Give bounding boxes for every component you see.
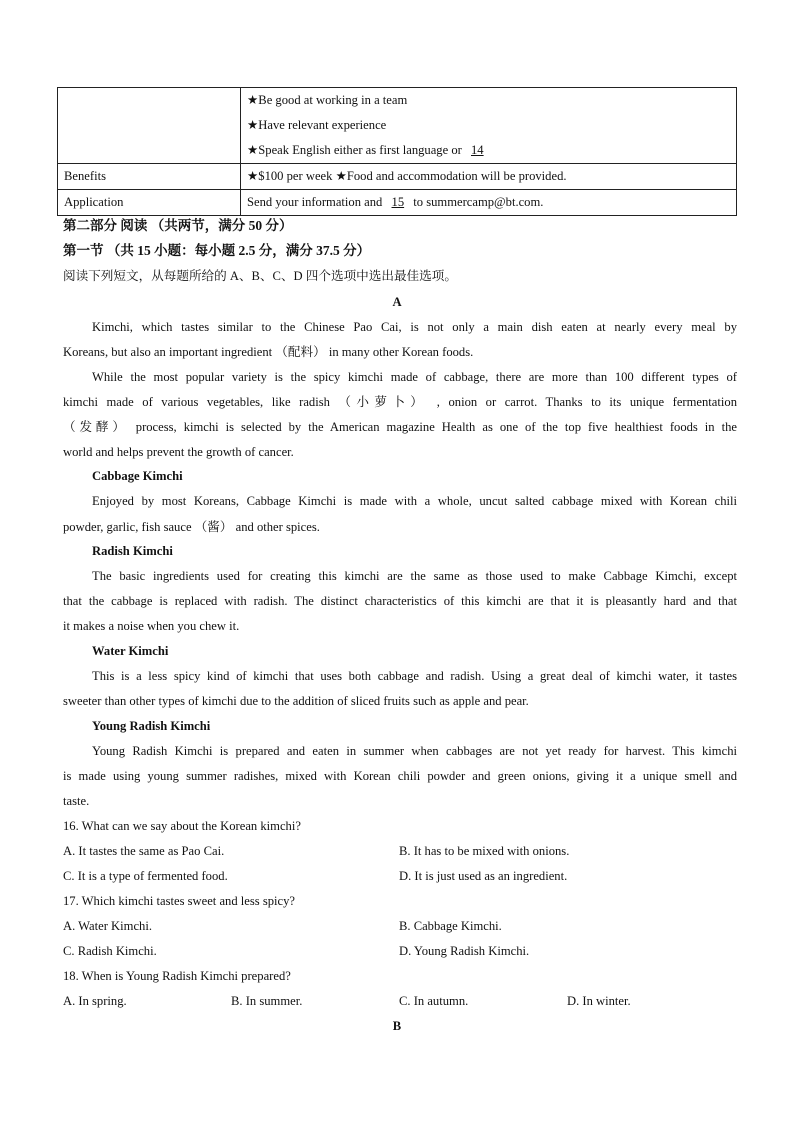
paragraph-1-line-1: Kimchi, which tastes similar to the Chinese Pao Cai, is not only a main dish eaten at nearly every meal by	[92, 320, 737, 334]
paragraph-5-line-1: This is a less spicy kind of kimchi that uses both cabbage and radish. Using a great deal of kimchi water, it tastes	[92, 669, 737, 683]
requirement-2: ★Have relevant experience	[247, 118, 387, 132]
heading-water-kimchi: Water Kimchi	[92, 644, 169, 658]
paragraph-2-line-2: kimchi made of various vegetables, like radish （小萝卜） , onion or carrot. Thanks to its unique fermentation	[63, 395, 737, 409]
paragraph-5-line-2: sweeter than other types of kimchi due to the addition of sliced fruits such as apple and pear.	[63, 694, 529, 708]
paragraph-4-line-3: it makes a noise when you chew it.	[63, 619, 240, 633]
passage-letter-b: B	[392, 1019, 402, 1033]
heading-radish-kimchi: Radish Kimchi	[92, 544, 173, 558]
requirement-3-text: ★Speak English either as first language or	[247, 143, 462, 157]
blank-15: 15	[391, 195, 405, 209]
q17-option-b: B. Cabbage Kimchi.	[399, 919, 502, 933]
q17-option-a: A. Water Kimchi.	[63, 919, 152, 933]
heading-cabbage-kimchi: Cabbage Kimchi	[92, 469, 183, 483]
blank-14: 14	[471, 143, 484, 157]
application-post: to summercamp@bt.com.	[413, 195, 544, 209]
passage-letter-a: A	[392, 295, 402, 309]
requirements-cell	[241, 88, 737, 164]
q18-option-d: D. In winter.	[567, 994, 631, 1008]
instruction: 阅读下列短文，从每题所给的 A、B、C、D 四个选项中选出最佳选项。	[63, 269, 457, 283]
table-row	[58, 164, 737, 190]
paragraph-2-line-3: （发酵） process, kimchi is selected by the American magazine Health as one of the top five healthiest foods in the	[63, 420, 737, 434]
paragraph-4-line-1: The basic ingredients used for creating this kimchi are the same as those used to make Cabbage Kimchi, except	[92, 569, 737, 583]
q17-option-c: C. Radish Kimchi.	[63, 944, 157, 958]
table-row	[58, 88, 737, 164]
benefits-text: ★$100 per week ★Food and accommodation will be provided.	[241, 164, 737, 190]
table-row	[58, 190, 737, 216]
requirement-1: ★Be good at working in a team	[247, 93, 408, 107]
requirement-3	[247, 138, 730, 163]
q18-option-b: B. In summer.	[231, 994, 303, 1008]
question-18: 18. When is Young Radish Kimchi prepared?	[63, 969, 291, 983]
paragraph-2-line-1: While the most popular variety is the spicy kimchi made of cabbage, there are more than 100 different types of	[92, 370, 737, 384]
paragraph-1-line-2: Koreans, but also an important ingredient （配料） in many other Korean foods.	[63, 345, 474, 359]
job-info-table	[57, 87, 737, 216]
q18-option-a: A. In spring.	[63, 994, 127, 1008]
q16-option-a: A. It tastes the same as Pao Cai.	[63, 844, 225, 858]
table-cell-empty	[58, 88, 241, 164]
paragraph-6-line-2: is made using young summer radishes, mixed with Korean chili powder and green onions, giving it a unique smell and	[63, 769, 737, 783]
application-cell	[241, 190, 737, 216]
paragraph-4-line-2: that the cabbage is replaced with radish. The distinct characteristics of this kimchi are that it is pleasantly hard and that	[63, 594, 737, 608]
paragraph-6-line-3: taste.	[63, 794, 90, 808]
q16-option-d: D. It is just used as an ingredient.	[399, 869, 568, 883]
paragraph-2-line-4: world and helps prevent the growth of cancer.	[63, 445, 294, 459]
paragraph-3-line-1: Enjoyed by most Koreans, Cabbage Kimchi is made with a whole, uncut salted cabbage mixed with Korean chili	[92, 494, 737, 508]
section-subtitle: 第一节 （共 15 小题：每小题 2.5 分，满分 37.5 分）	[63, 243, 371, 258]
question-16: 16. What can we say about the Korean kimchi?	[63, 819, 301, 833]
q16-option-b: B. It has to be mixed with onions.	[399, 844, 570, 858]
application-pre: Send your information and	[247, 195, 383, 209]
application-label: Application	[58, 190, 241, 216]
part-title: 第二部分 阅读 （共两节，满分 50 分）	[63, 218, 293, 233]
q17-option-d: D. Young Radish Kimchi.	[399, 944, 530, 958]
benefits-label: Benefits	[58, 164, 241, 190]
heading-young-radish-kimchi: Young Radish Kimchi	[92, 719, 211, 733]
question-17: 17. Which kimchi tastes sweet and less spicy?	[63, 894, 296, 908]
q18-option-c: C. In autumn.	[399, 994, 469, 1008]
q16-option-c: C. It is a type of fermented food.	[63, 869, 228, 883]
paragraph-6-line-1: Young Radish Kimchi is prepared and eaten in summer when cabbages are not yet ready for harvest. This kimchi	[92, 744, 737, 758]
paragraph-3-line-2: powder, garlic, fish sauce （酱） and other spices.	[63, 520, 320, 534]
